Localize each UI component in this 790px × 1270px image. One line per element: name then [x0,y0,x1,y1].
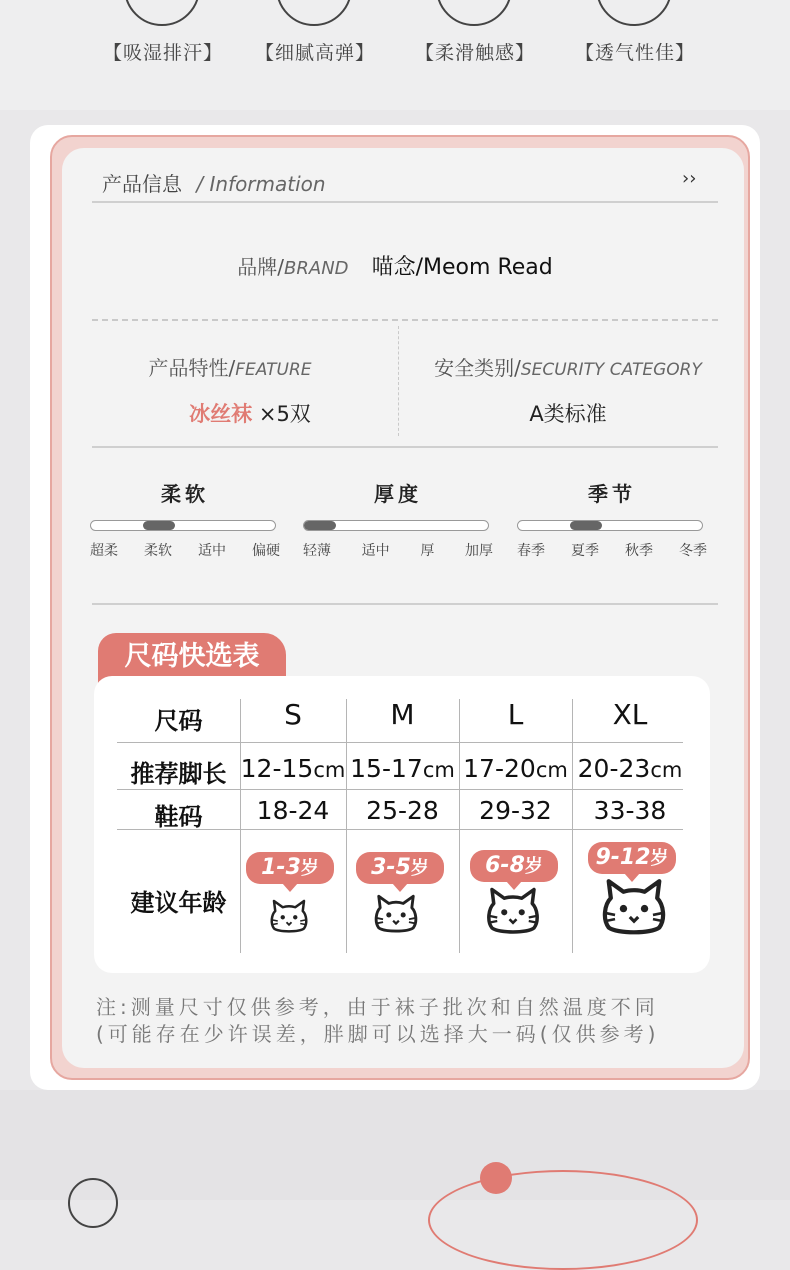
slider-level: 冬季 [679,543,707,559]
row-label-shoe: 鞋码 [154,803,203,831]
feature-value [100,398,400,428]
slider-track [517,520,703,531]
slider-levels [517,540,707,560]
cat-icon [269,898,309,934]
foot-unit: cm [313,758,346,782]
brand-label: 品牌/ [237,255,285,279]
age-suffix: 岁 [300,858,319,879]
feature-label: 【透气性佳】 [574,42,695,64]
foot-length-cell [346,754,459,783]
age-suffix: 岁 [650,848,669,869]
shoe-size: 18-24 [256,796,330,825]
size-header: XL [612,698,648,731]
foot-length-cell [572,754,688,783]
decorative-arc [428,1170,698,1270]
cat-icon [600,877,668,936]
foot-unit: cm [535,758,568,782]
slider-levels [90,540,280,560]
divider [92,603,718,605]
moisture-icon [124,0,200,26]
decorative-dot [480,1162,512,1194]
slider-level: 适中 [361,543,390,559]
security-label-en: SECURITY CATEGORY [520,360,702,380]
slider-track [90,520,276,531]
divider-vertical [398,326,399,436]
divider [92,201,718,203]
grid-line [117,742,683,743]
foot-length: 12-15 [240,754,314,783]
size-header: M [390,698,415,731]
cat-icon [485,886,541,935]
slider-title: 季节 [588,482,636,506]
slider-level: 适中 [198,543,226,559]
note-line: (可能存在少许误差，胖脚可以选择大一码(仅供参考) [96,1022,660,1046]
grid-line [240,699,241,953]
divider [92,446,718,448]
feature-label-en: FEATURE [235,360,312,380]
shoe-size: 33-38 [593,796,667,825]
security-value: A类标准 [529,402,607,426]
row-label-foot: 推荐脚长 [130,760,227,788]
shoe-size: 29-32 [479,796,552,825]
slider-level: 加厚 [464,543,493,559]
slider-level: 秋季 [625,543,653,559]
age-badge [470,850,558,882]
slider-level: 夏季 [571,543,599,559]
grid-line [572,699,573,953]
grid-line [117,789,683,790]
feature-value-qty: ×5双 [252,402,311,426]
age-suffix: 岁 [410,858,429,879]
divider [92,319,718,321]
feature-strip [0,0,790,110]
age-range: 6-8 [485,853,525,878]
age-range: 1-3 [261,855,301,880]
feature-label: 产品特性/ [148,356,236,380]
security-column [418,352,718,381]
breathable-icon [596,0,672,26]
row-label-age: 建议年龄 [130,889,227,917]
elastic-icon [276,0,352,26]
foot-length-cell [459,754,572,783]
brand-value: 喵念/Meom Read [371,255,553,280]
grid-line [459,699,460,953]
foot-unit: cm [422,758,455,782]
age-range: 3-5 [371,855,411,880]
slider-title: 厚度 [374,482,422,506]
feature-label: 【吸湿排汗】 [102,42,223,64]
slider-title: 柔软 [161,482,209,506]
size-header: L [507,698,524,731]
foot-length: 17-20 [463,754,536,783]
foot-length: 20-23 [577,754,651,783]
slider-level: 柔软 [144,543,172,559]
foot-unit: cm [650,758,683,782]
info-header [102,168,326,197]
note-line: 注:测量尺寸仅供参考，由于袜子批次和自然温度不同 [96,995,659,1019]
age-badge [356,852,444,884]
more-arrows-icon[interactable]: ›› [682,168,697,189]
slider-knob [304,521,336,530]
slider-level: 厚 [420,543,435,559]
brand-row [0,250,790,281]
grid-line [346,699,347,953]
bottom-section [0,1090,790,1200]
age-suffix: 岁 [524,856,543,877]
feature-column [80,352,380,381]
age-range: 9-12 [595,845,651,870]
sock-icon [68,1178,118,1228]
age-badge [246,852,334,884]
slider-level: 春季 [517,543,545,559]
slider-level: 轻薄 [303,543,331,559]
feature-value-main: 冰丝袜 [189,402,253,426]
size-header: S [284,698,302,731]
foot-length-cell [240,754,346,783]
slider-knob [570,521,602,530]
slider-levels [303,540,493,560]
slider-level: 超柔 [90,543,118,559]
size-chart-tab: 尺码快选表 [98,633,286,693]
slider-level: 偏硬 [252,543,280,559]
shoe-size: 25-28 [366,796,439,825]
slider-knob [143,521,175,530]
brand-label-en: BRAND [284,258,349,279]
feature-label: 【柔滑触感】 [414,42,535,64]
cat-icon [373,893,419,934]
foot-length: 15-17 [350,754,423,783]
info-title: 产品信息 [102,172,182,196]
size-note [96,994,736,1048]
slider-track [303,520,489,531]
info-title-en: / Information [196,172,326,196]
age-badge [588,842,676,874]
row-label-size: 尺码 [154,707,203,735]
security-label: 安全类别/ [434,356,521,380]
smooth-icon [436,0,512,26]
feature-label: 【细腻高弹】 [254,42,375,64]
